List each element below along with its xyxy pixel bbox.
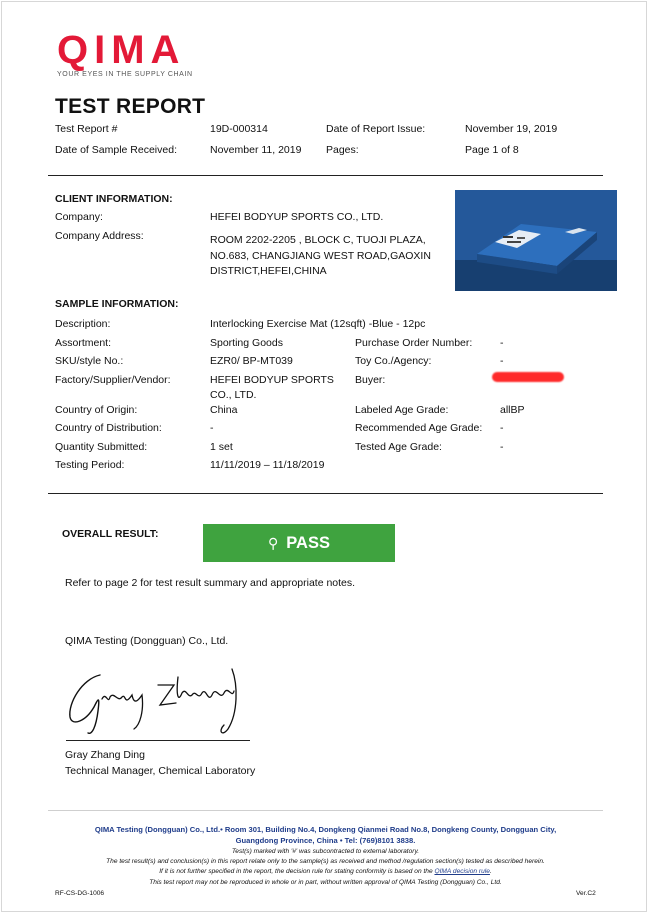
labeled-age-value: allBP (500, 404, 525, 416)
received-date-label: Date of Sample Received: (55, 144, 177, 156)
footer-address-2: Guangdong Province, China • Tel: (769)8101 3838. (235, 836, 416, 845)
po-value: - (500, 337, 504, 349)
origin-value: China (210, 404, 238, 416)
footer-address-1: QIMA Testing (Dongguan) Co., Ltd.• Room 301, Building No.4, Dongkeng Qianmei Road No.8, Dongkeng County, Dongguan City, (94, 825, 557, 834)
quantity-label: Quantity Submitted: (55, 441, 148, 453)
factory-label: Factory/Supplier/Vendor: (55, 374, 171, 386)
distribution-label: Country of Distribution: (55, 422, 162, 434)
buyer-redaction (492, 372, 564, 382)
client-section-heading: CLIENT INFORMATION: (55, 193, 173, 205)
period-label: Testing Period: (55, 459, 125, 471)
description-value: Interlocking Exercise Mat (12sqft) -Blue - 12pc (210, 318, 426, 330)
version: Ver.C2 (576, 890, 596, 897)
pass-text: PASS (286, 533, 330, 552)
signatory-name: Gray Zhang Ding (65, 749, 145, 761)
pages-label: Pages: (326, 144, 359, 156)
sample-section-heading: SAMPLE INFORMATION: (55, 298, 179, 310)
footer-decision-note (48, 868, 603, 875)
sample-photo (455, 190, 617, 291)
page-title: TEST REPORT (55, 95, 206, 118)
signature-line (66, 740, 250, 741)
footer-divider (48, 810, 603, 811)
buyer-label: Buyer: (355, 374, 386, 386)
address-label: Company Address: (55, 230, 144, 242)
company-label: Company: (55, 211, 103, 223)
po-label: Purchase Order Number: (355, 337, 473, 349)
refer-note: Refer to page 2 for test result summary and appropriate notes. (65, 577, 356, 589)
qima-logo (57, 30, 193, 78)
footer-subcontract-note: Test(s) marked with '#' was subcontracted to external laboratory. (231, 848, 420, 855)
address-line-2: NO.683, CHANGJIANG WEST ROAD,GAOXIN (210, 250, 431, 262)
form-code: RF-CS-DG-1006 (55, 890, 105, 897)
divider-bottom (48, 493, 603, 494)
signatory-title: Technical Manager, Chemical Laboratory (65, 765, 256, 777)
received-date: November 11, 2019 (210, 144, 302, 156)
logo-tagline: YOUR EYES IN THE SUPPLY CHAIN (57, 71, 193, 78)
footer-decision-pre: If it is not further specified in the report, the decision rule for stating conformity is based on the (159, 868, 435, 875)
footer-scope-note: The test result(s) and conclusion(s) in this report relate only to the sample(s) as received and method /regulation section(s) tested as described herein. (106, 858, 545, 865)
pages-value: Page 1 of 8 (465, 144, 519, 156)
lab-name: QIMA Testing (Dongguan) Co., Ltd. (65, 635, 229, 647)
footer-reproduction-note: This test report may not be reproduced in whole or in part, without written approval of QIMA Testing (Dongguan) Co., Ltd. (149, 879, 502, 886)
recommended-age-value: - (500, 422, 504, 434)
factory-line-2: CO., LTD. (210, 389, 257, 401)
footer-decision-post: . (489, 868, 492, 875)
pin-icon: ⚲ (268, 534, 279, 551)
factory-line-1: HEFEI BODYUP SPORTS (210, 374, 334, 386)
issue-date: November 19, 2019 (465, 123, 558, 135)
sku-label: SKU/style No.: (55, 355, 124, 367)
tested-age-value: - (500, 441, 504, 453)
toy-agency-label: Toy Co./Agency: (355, 355, 432, 367)
labeled-age-label: Labeled Age Grade: (355, 404, 449, 416)
sku-value: EZR0/ BP-MT039 (210, 355, 293, 367)
company-name: HEFEI BODYUP SPORTS CO., LTD. (210, 211, 384, 223)
distribution-value: - (210, 422, 214, 434)
address-line-1: ROOM 2202-2205 , BLOCK C, TUOJI PLAZA, (210, 234, 426, 246)
divider-top (48, 175, 603, 176)
assortment-label: Assortment: (55, 337, 112, 349)
recommended-age-label: Recommended Age Grade: (355, 422, 483, 434)
signature-image (62, 655, 262, 740)
toy-agency-value: - (500, 355, 504, 367)
origin-label: Country of Origin: (55, 404, 138, 416)
qima-decision-rule-link[interactable]: QIMA decision rule (434, 868, 490, 875)
overall-result-label: OVERALL RESULT: (62, 528, 159, 540)
pass-badge (203, 524, 395, 562)
sample-photo-drawing (455, 190, 617, 291)
quantity-value: 1 set (210, 441, 233, 453)
issue-date-label: Date of Report Issue: (326, 123, 426, 135)
report-number-label: Test Report # (55, 123, 118, 135)
tested-age-label: Tested Age Grade: (355, 441, 442, 453)
description-label: Description: (55, 318, 111, 330)
report-number: 19D-000314 (210, 123, 268, 135)
logo-text: QIMA (57, 28, 186, 72)
period-value: 11/11/2019 – 11/18/2019 (210, 459, 325, 471)
address-line-3: DISTRICT,HEFEI,CHINA (210, 265, 327, 277)
assortment-value: Sporting Goods (210, 337, 283, 349)
